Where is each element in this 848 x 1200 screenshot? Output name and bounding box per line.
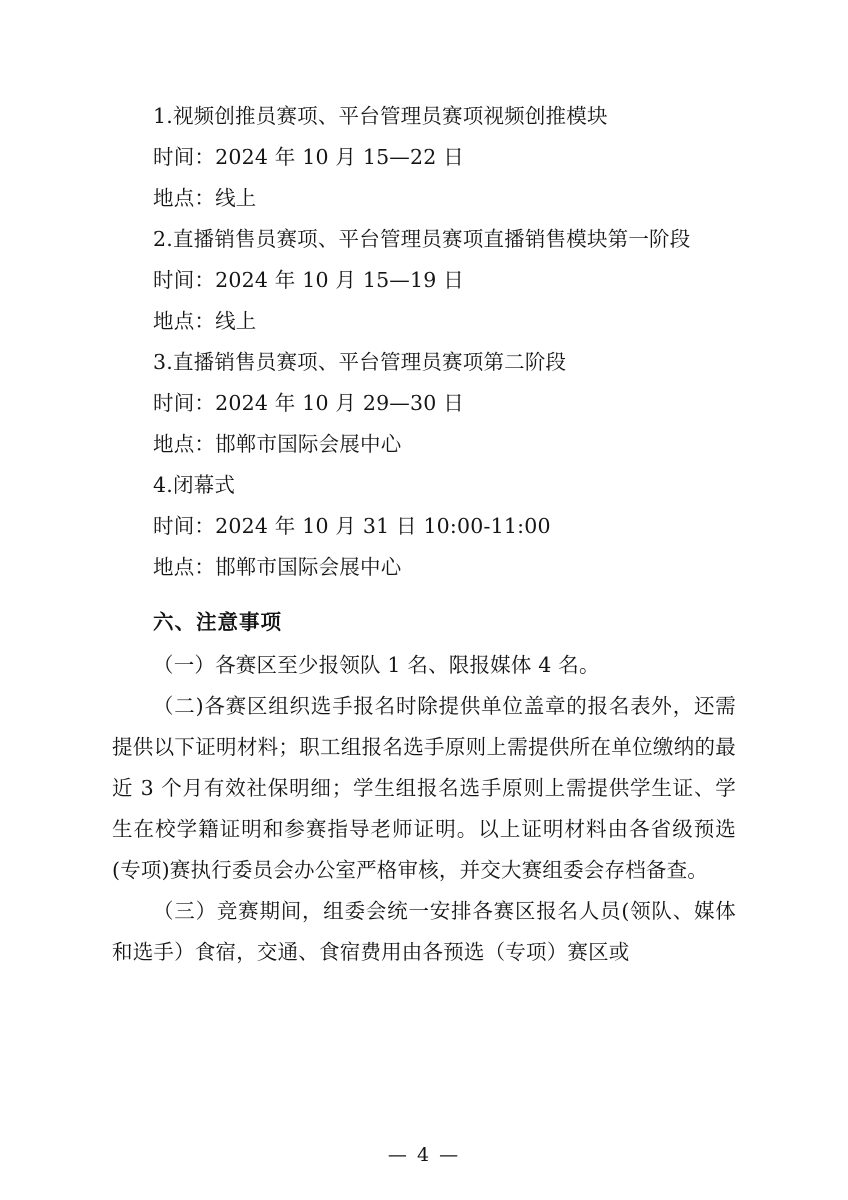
paragraph-time-1: 时间：2024 年 10 月 15—22 日 <box>153 145 464 169</box>
paragraph-item-4: 4.闭幕式 <box>153 473 236 497</box>
paragraph-note-3: （三）竞赛期间，组委会统一安排各赛区报名人员(领队、媒体和选手）食宿，交通、食宿费用由各预选（专项）赛区或 <box>112 899 736 964</box>
paragraph-note-2: （二)各赛区组织选手报名时除提供单位盖章的报名表外，还需提供以下证明材料；职工组报名选手原则上需提供所在单位缴纳的最近 3 个月有效社保明细；学生组报名选手原则上需提供学生证、学生在校学籍证明和参赛指导老师证明。以上证明材料由各省级预选(专项)赛执行委员会办公室严格审核，并交大赛组委会存档备查。 <box>112 694 736 882</box>
paragraph-time-3: 时间：2024 年 10 月 29—30 日 <box>153 391 464 415</box>
paragraph-item-1: 1.视频创推员赛项、平台管理员赛项视频创推模块 <box>153 104 608 128</box>
paragraph-item-2: 2.直播销售员赛项、平台管理员赛项直播销售模块第一阶段 <box>153 227 691 251</box>
paragraph-location-4: 地点：邯郸市国际会展中心 <box>153 555 402 579</box>
paragraph-location-3: 地点：邯郸市国际会展中心 <box>153 432 402 456</box>
paragraph-location-2: 地点：线上 <box>153 309 257 333</box>
paragraph-item-3: 3.直播销售员赛项、平台管理员赛项第二阶段 <box>153 350 567 374</box>
paragraph-time-2: 时间：2024 年 10 月 15—19 日 <box>153 268 464 292</box>
paragraph-location-1: 地点：线上 <box>153 186 257 210</box>
page-number: — 4 — <box>387 1144 461 1166</box>
paragraph-time-4: 时间：2024 年 10 月 31 日 10:00-11:00 <box>153 514 551 538</box>
section-heading-notes: 六、注意事项 <box>153 610 282 634</box>
paragraph-note-1: （一）各赛区至少报领队 1 名、限报媒体 4 名。 <box>153 653 600 677</box>
document-body <box>112 96 736 973</box>
